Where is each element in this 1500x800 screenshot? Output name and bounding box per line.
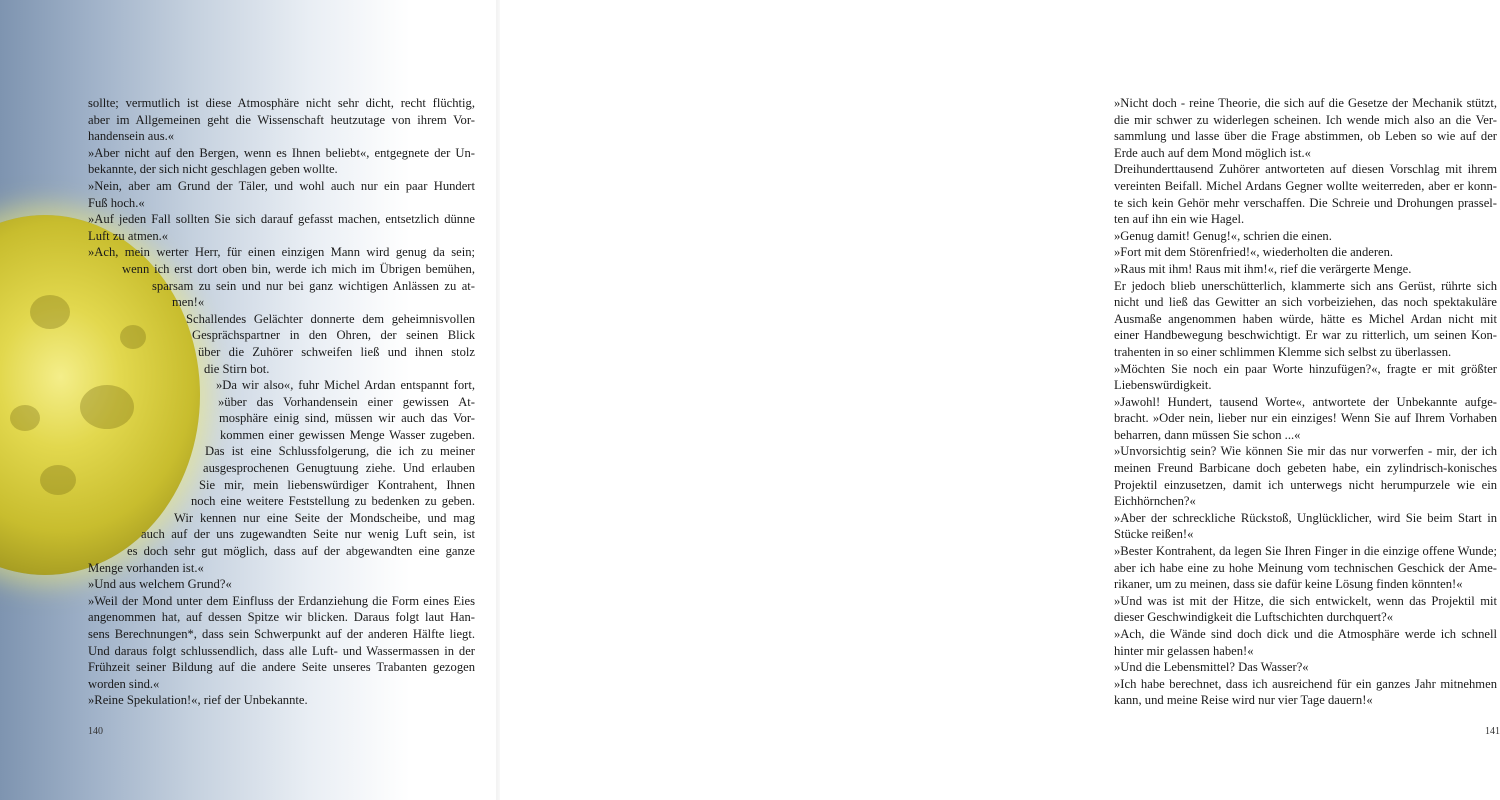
- text-line: »Bester Kontrahent, da legen Sie Ihren Finger in die einzige offene Wunde;: [1114, 544, 1497, 559]
- text-line: aber im Allgemeinen geht die Wissenschaft heutzutage von ihrem Vor-: [88, 112, 475, 127]
- text-line: »Und die Lebensmittel? Das Wasser?«: [1114, 660, 1309, 675]
- text-line: beharren, dann müssen Sie schon ...«: [1114, 427, 1301, 442]
- text-line: mosphäre einig sind, müssen wir auch das Vor-: [219, 411, 475, 426]
- right-page-text: [1114, 95, 1497, 709]
- text-line: Schallendes Gelächter donnerte dem geheimnisvollen: [186, 311, 475, 326]
- text-line: auch auf der uns zugewandten Seite nur wenig Luft sein, ist: [141, 527, 475, 542]
- text-line: Erde auch auf dem Mond möglich ist.«: [1114, 145, 1311, 160]
- text-line: bekannte, der sich nicht geschlagen geben wollte.: [88, 162, 338, 177]
- right-page: [500, 0, 1500, 800]
- page-number-left: 140: [88, 726, 103, 737]
- crater: [10, 405, 40, 431]
- text-line: »Und aus welchem Grund?«: [88, 577, 232, 592]
- text-line: »Genug damit! Genug!«, schrien die einen.: [1114, 228, 1332, 243]
- text-line: handensein aus.«: [88, 129, 175, 144]
- text-line: »Fort mit dem Störenfried!«, wiederholten die anderen.: [1114, 245, 1394, 260]
- text-line: Ausmaße angenommen haben würde, hätte es Michel Ardan nicht mit: [1114, 311, 1497, 326]
- text-line: »Weil der Mond unter dem Einfluss der Erdanziehung die Form eines Eies: [88, 593, 475, 608]
- text-line: Und daraus folgt schlussendlich, dass alle Luft- und Wassermassen in der: [88, 643, 475, 658]
- text-line: »Nein, aber am Grund der Täler, und wohl auch nur ein paar Hundert: [88, 178, 475, 193]
- text-line: sammlung und lasse über die Frage abstimmen, ob Leben so wie auf der: [1114, 129, 1497, 144]
- text-line: bracht. »Oder nein, lieber nur ein einziges! Wenn Sie auf Ihrem Vorhaben: [1114, 411, 1497, 426]
- text-line: über die Zuhörer schweifen ließ und ihnen stolz: [198, 344, 475, 359]
- text-line: Eichhörnchen?«: [1114, 494, 1196, 509]
- left-page-text: [88, 95, 475, 709]
- text-line: nicht und ließ das Gewitter an sich vorbeiziehen, das noch spektakuläre: [1114, 295, 1497, 310]
- text-line: die mir schwer zu widerlegen scheinen. Ich wende mich also an die Ver-: [1114, 112, 1497, 127]
- text-line: »Aber nicht auf den Bergen, wenn es Ihnen beliebt«, entgegnete der Un-: [88, 145, 475, 160]
- text-line: »Ach, die Wände sind doch dick und die Atmosphäre werde ich schnell: [1114, 627, 1497, 641]
- text-line: sollte; vermutlich ist diese Atmosphäre nicht sehr dicht, recht flüchtig,: [88, 96, 475, 110]
- text-line: »Nicht doch - reine Theorie, die sich auf die Gesetze der Mechanik stützt,: [1114, 96, 1497, 110]
- text-line: Frühzeit seiner Bildung auf die andere Seite unseres Trabanten gezogen: [88, 660, 475, 675]
- text-line: »Unvorsichtig sein? Wie können Sie mir das nur vorwerfen - mir, der ich: [1114, 444, 1497, 459]
- crater: [30, 295, 70, 329]
- text-line: wenn ich erst dort oben bin, werde ich mich im Übrigen bemühen,: [122, 261, 475, 276]
- text-line: »über das Vorhandensein einer gewissen At-: [218, 394, 475, 409]
- text-line: Er jedoch blieb unerschütterlich, klammerte sich ans Gerüst, rührte sich: [1114, 278, 1497, 293]
- text-line: hinter mir gelassen haben!«: [1114, 643, 1254, 658]
- text-line: Wir kennen nur eine Seite der Mondscheibe, und mag: [174, 510, 475, 525]
- text-line: sens Berechnungen*, dass sein Schwerpunkt auf der anderen Hälfte liegt.: [88, 627, 475, 641]
- text-line: sparsam zu sein und nur bei ganz wichtigen Anlässen zu at-: [152, 278, 475, 293]
- text-line: »Ach, mein werter Herr, für einen einzigen Mann wird genug da sein;: [88, 245, 475, 260]
- text-line: »Raus mit ihm! Raus mit ihm!«, rief die verärgerte Menge.: [1114, 261, 1412, 276]
- crater: [40, 465, 76, 495]
- text-line: es doch sehr gut möglich, dass auf der abgewandten eine ganze: [127, 544, 475, 559]
- text-line: Stücke reißen!«: [1114, 527, 1194, 542]
- text-line: »Jawohl! Hundert, tausend Worte«, antwortete der Unbekannte aufge-: [1114, 394, 1497, 409]
- text-line: vereinten Beifall. Michel Ardans Gegner wollte weiterreden, aber er konn-: [1114, 178, 1497, 193]
- text-line: meinen Freund Barbicane doch gebeten habe, ein zylindrisch-konisches: [1114, 461, 1497, 476]
- text-line: men!«: [172, 295, 205, 310]
- text-line: Projektil einzusetzen, damit ich unterwegs nicht herumpurzele wie ein: [1114, 477, 1497, 492]
- text-line: »Aber der schreckliche Rückstoß, Unglücklicher, wird Sie beim Start in: [1114, 510, 1497, 525]
- text-line: kommen einer gewissen Menge Wasser zugeben.: [220, 427, 475, 442]
- text-line: ten auf ihn ein wie Hagel.: [1114, 212, 1245, 227]
- text-line: dieser Geschwindigkeit die Luftschichten durchquert?«: [1114, 610, 1394, 625]
- text-line: »Da wir also«, fuhr Michel Ardan entspannt fort,: [216, 378, 475, 393]
- text-line: kann, und meine Reise wird nur vier Tage dauern!«: [1114, 693, 1373, 708]
- text-line: rikaner, um zu meinen, dass sie dafür keine Lösung finden könnten!«: [1114, 577, 1463, 592]
- text-line: Liebenswürdigkeit.: [1114, 378, 1212, 393]
- left-page: [0, 0, 500, 800]
- text-line: Gesprächspartner in den Ohren, der seinen Blick: [192, 328, 475, 343]
- text-line: Dreihunderttausend Zuhörer antworteten auf diesen Vorschlag mit ihrem: [1114, 162, 1497, 177]
- text-line: die Stirn bot.: [204, 361, 270, 376]
- text-line: »Auf jeden Fall sollten Sie sich darauf gefasst machen, entsetzlich dünne: [88, 212, 475, 227]
- page-number-right: 141: [1485, 726, 1500, 737]
- text-line: Das ist eine Schlussfolgerung, die ich zu meiner: [205, 444, 475, 459]
- text-line: angenommen hat, auf dessen Spitze wir blicken. Daraus folgt laut Han-: [88, 610, 475, 625]
- text-line: worden sind.«: [88, 676, 160, 691]
- text-line: »Und was ist mit der Hitze, die sich entwickelt, wenn das Projektil mit: [1114, 593, 1497, 608]
- text-line: trahenten in so einer schlimmen Klemme sich selbst zu überlassen.: [1114, 344, 1452, 359]
- text-line: »Möchten Sie noch ein paar Worte hinzufügen?«, fragte er mit größter: [1114, 361, 1497, 376]
- text-line: »Reine Spekulation!«, rief der Unbekannte.: [88, 693, 308, 708]
- text-line: noch eine weitere Feststellung zu bedenken zu geben.: [191, 494, 475, 509]
- text-line: einer Handbewegung beschwichtigt. Er war zu ritterlich, um seinen Kon-: [1114, 328, 1497, 343]
- text-line: Menge vorhanden ist.«: [88, 560, 204, 575]
- text-line: ausgesprochenen Genugtuung ziehe. Und erlauben: [203, 461, 475, 476]
- text-line: »Ich habe berechnet, dass ich ausreichend für ein ganzes Jahr mitnehmen: [1114, 676, 1497, 691]
- text-line: Sie mir, mein liebenswürdiger Kontrahent, Ihnen: [199, 477, 475, 492]
- text-line: te sich kein Gehör mehr verschaffen. Die Schreie und Drohungen prassel-: [1114, 195, 1497, 210]
- text-line: Fuß hoch.«: [88, 195, 145, 210]
- text-line: aber ich habe eine zu hohe Meinung vom technischen Geschick der Ame-: [1114, 560, 1497, 575]
- text-line: Luft zu atmen.«: [88, 228, 169, 243]
